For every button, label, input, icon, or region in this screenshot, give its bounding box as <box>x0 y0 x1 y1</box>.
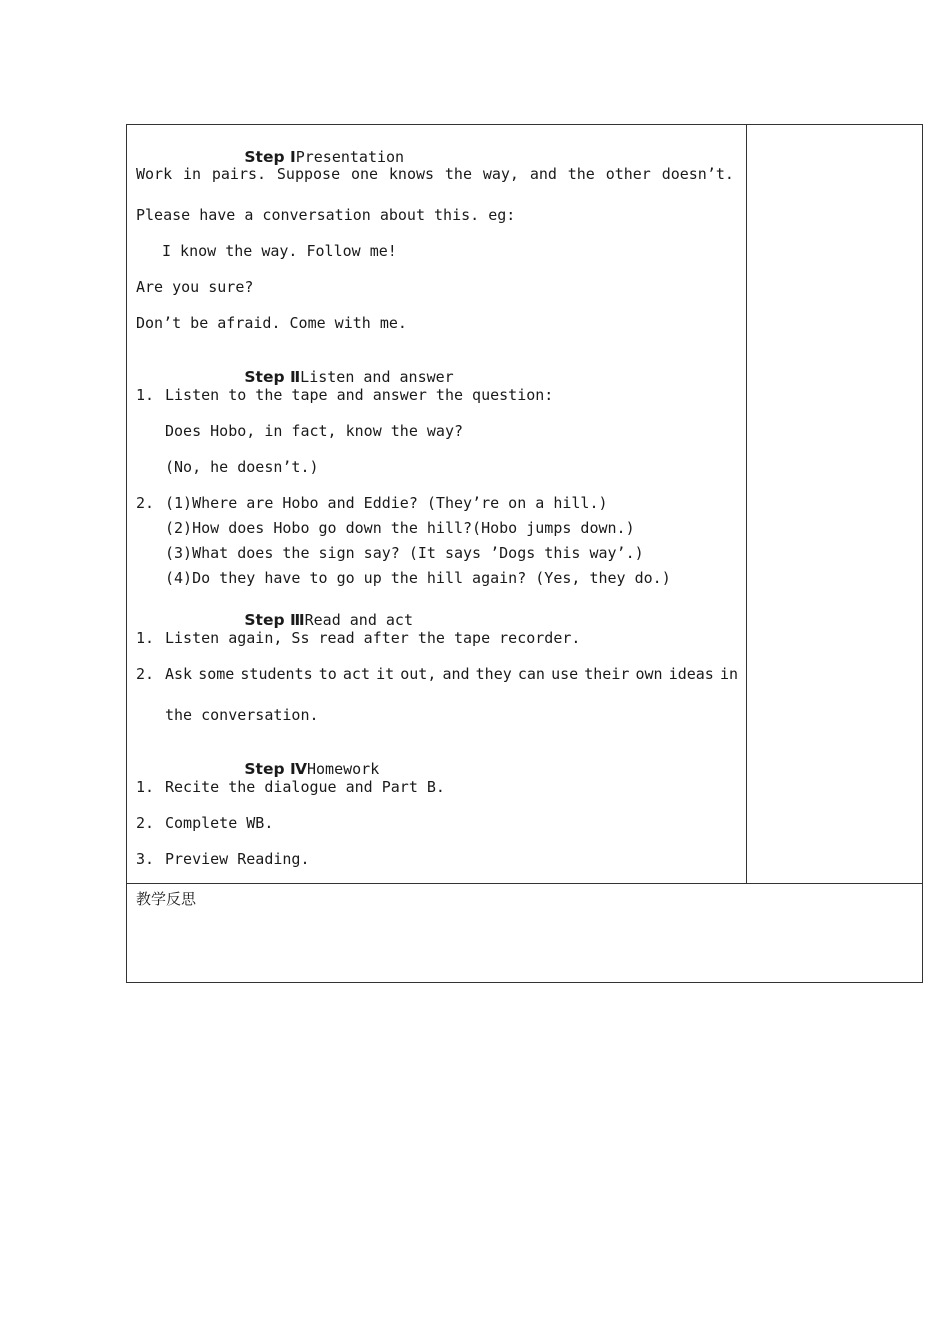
step2-label: Step Ⅱ <box>244 368 301 386</box>
notes-cell <box>747 125 923 884</box>
step1-line1-word: Suppose <box>276 165 341 183</box>
step4-item1-num: 1. <box>136 778 155 796</box>
step3-item2-word: Ask <box>165 665 193 683</box>
reflection-cell <box>127 884 923 983</box>
step1-label: Step Ⅰ <box>244 148 296 166</box>
step1-line1-word: Work <box>136 165 173 183</box>
step2-item2-q1: (1)Where are Hobo and Eddie? (They’re on a hill.) <box>165 494 608 512</box>
step3-item2-cont: the conversation. <box>165 706 319 724</box>
step3-item2-word: ideas <box>668 665 714 683</box>
step3-item2-word: act <box>342 665 370 683</box>
step2-item2-q4: (4)Do they have to go up the hill again? (Yes, they do.) <box>165 569 671 587</box>
step3-item2-word: to <box>318 665 337 683</box>
step3-item2-word: own <box>635 665 663 683</box>
step3-item2-word: their <box>584 665 630 683</box>
step1-line1-word: one <box>350 165 379 183</box>
step2-item2-num: 2. <box>136 494 155 512</box>
lesson-plan <box>126 124 922 983</box>
reflection-label: 教学反思 <box>136 890 197 908</box>
step3-item2-word: it <box>376 665 395 683</box>
step3-item1-text: Listen again, Ss read after the tape recorder. <box>165 629 581 647</box>
step3-item2-word: and <box>442 665 470 683</box>
step4-item2-text: Complete WB. <box>165 814 274 832</box>
step4-item2-num: 2. <box>136 814 155 832</box>
step4-title: Homework <box>306 760 380 778</box>
lesson-table <box>126 124 923 983</box>
step3-label: Step Ⅲ <box>244 611 305 629</box>
step1-line1-word: pairs. <box>211 165 267 183</box>
step2-item1-num: 1. <box>136 386 155 404</box>
step3-item2-word: can <box>517 665 545 683</box>
step2-item1-text: Listen to the tape and answer the question: <box>165 386 554 404</box>
step2-item1-answer: (No, he doesn’t.) <box>165 458 319 476</box>
step1-line1-word: and <box>529 165 557 183</box>
step3-item2-word: use <box>551 665 579 683</box>
step4-item3-num: 3. <box>136 850 155 868</box>
step4-item1-text: Recite the dialogue and Part B. <box>165 778 445 796</box>
step3-item2-word: students <box>240 665 313 683</box>
step2-item2-q3: (3)What does the sign say? (It says ’Dogs this way’.) <box>165 544 644 562</box>
step3-item2-word: they <box>475 665 512 683</box>
step4-item3-text: Preview Reading. <box>165 850 310 868</box>
step3-item2-text <box>165 665 738 683</box>
procedure-cell <box>127 125 747 884</box>
step1-line1 <box>136 165 734 183</box>
step1-line5: Don’t be afraid. Come with me. <box>136 314 407 332</box>
step1-line1-word: the <box>567 165 595 183</box>
step3-item2-num: 2. <box>136 665 155 683</box>
step1-line1-word: doesn’t. <box>661 165 734 183</box>
step1-line1-word: the <box>444 165 472 183</box>
step3-item1-num: 1. <box>136 629 155 647</box>
step1-line1-word: in <box>182 165 202 183</box>
step1-line4: Are you sure? <box>136 278 254 296</box>
step1-line3: I know the way. Follow me! <box>162 242 397 260</box>
step3-item2-word: out, <box>400 665 437 683</box>
step1-title: Presentation <box>295 148 405 166</box>
step4-label: Step Ⅳ <box>244 760 307 778</box>
step1-line1-word: way, <box>482 165 519 183</box>
step3-item2-word: in <box>719 665 738 683</box>
step2-item2-q2: (2)How does Hobo go down the hill?(Hobo jumps down.) <box>165 519 635 537</box>
step1-line1-word: other <box>605 165 651 183</box>
step2-title: Listen and answer <box>300 368 454 386</box>
step1-line1-word: knows <box>388 165 435 183</box>
step3-item2-word: some <box>198 665 235 683</box>
step2-item1-question: Does Hobo, in fact, know the way? <box>165 422 464 440</box>
step3-title: Read and act <box>304 611 413 629</box>
step1-line2: Please have a conversation about this. eg: <box>136 206 516 224</box>
